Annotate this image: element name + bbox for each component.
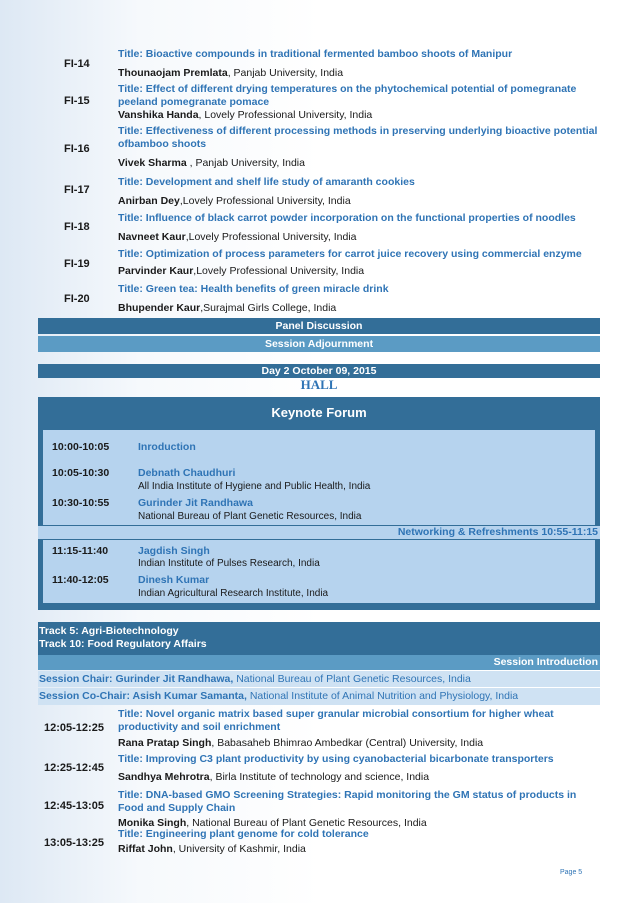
session-introduction-bar: Session Introduction (38, 655, 600, 670)
fi-author-line (118, 195, 600, 208)
session-adjournment-bar: Session Adjournment (38, 336, 600, 352)
fi-author-line (118, 265, 600, 278)
keynote-affiliation: Indian Agricultural Research Institute, India (138, 588, 329, 599)
keynote-time: 10:30-10:55 (52, 497, 110, 509)
session-cochair-label: Session Co-Chair: Asish Kumar Samanta, (39, 690, 247, 702)
talk-affiliation: , National Bureau of Plant Genetic Resources, India (186, 817, 427, 829)
fi-code: FI-18 (64, 221, 90, 233)
talk-title: Title: DNA-based GMO Screening Strategies: Rapid monitoring the GM status of products in Food and Supply Chain (118, 789, 577, 814)
fi-code: FI-14 (64, 58, 90, 70)
talk-author: Sandhya Mehrotra (118, 771, 210, 783)
fi-affiliation: ,Lovely Professional University, India (185, 231, 357, 243)
networking-bar: Networking & Refreshments 10:55-11:15 (38, 526, 600, 539)
talk-author-line (118, 843, 600, 856)
keynote-name: Gurinder Jit Randhawa (138, 497, 253, 509)
talk-author: Riffat John (118, 843, 173, 855)
day-bar: Day 2 October 09, 2015 (38, 364, 600, 378)
session-chair-row (38, 671, 600, 687)
fi-title: Title: Green tea: Health benefits of green miracle drink (118, 283, 389, 295)
fi-title: Title: Bioactive compounds in traditional fermented bamboo shoots of Manipur (118, 48, 513, 60)
talk-time: 12:45-13:05 (44, 800, 104, 812)
fi-affiliation: , Panjab University, India (186, 157, 305, 169)
talk-author-line (118, 771, 600, 784)
panel-discussion-bar: Panel Discussion (38, 318, 600, 334)
talk-time: 12:25-12:45 (44, 762, 104, 774)
fi-title: Title: Development and shelf life study of amaranth cookies (118, 176, 415, 188)
fi-author-line (118, 109, 600, 122)
talk-time: 13:05-13:25 (44, 837, 104, 849)
fi-code: FI-19 (64, 258, 90, 270)
page-number: Page 5 (560, 869, 583, 876)
fi-author-line (118, 67, 600, 80)
fi-title: Title: Effect of different drying temperatures on the phytochemical potential of pomegranate peeland pomegranate pomace (118, 83, 577, 108)
session-cochair-affiliation: National Institute of Animal Nutrition and Physiology, India (246, 690, 519, 702)
keynote-affiliation: National Bureau of Plant Genetic Resources, India (138, 511, 362, 522)
fi-title: Title: Optimization of process parameters for carrot juice recovery using commercial enzyme (118, 248, 582, 260)
talk-affiliation: , University of Kashmir, India (172, 843, 306, 855)
fi-author: Thounaojam Premlata (118, 67, 228, 79)
fi-code: FI-20 (64, 293, 90, 305)
keynote-name: Jagdish Singh (138, 545, 210, 557)
talk-affiliation: , Birla Institute of technology and science, India (209, 771, 430, 783)
talk-affiliation: , Babasaheb Bhimrao Ambedkar (Central) University, India (211, 737, 484, 749)
fi-affiliation: , Panjab University, India (227, 67, 344, 79)
fi-affiliation: ,Surajmal Girls College, India (200, 302, 337, 314)
session-chair-label: Session Chair: Gurinder Jit Randhawa, (39, 673, 234, 685)
fi-author: Navneet Kaur (118, 231, 186, 243)
keynote-time: 11:40-12:05 (52, 574, 109, 586)
fi-author-line (118, 231, 600, 244)
hall-heading: HALL (300, 377, 338, 392)
talk-title: Title: Novel organic matrix based super granular microbial consortium for higher wheat productivity and soil enrichment (118, 708, 554, 733)
talk-title: Title: Engineering plant genome for cold tolerance (118, 828, 369, 840)
fi-author: Vanshika Handa (118, 109, 199, 121)
talk-author: Monika Singh (118, 817, 187, 829)
fi-code: FI-15 (64, 95, 90, 107)
fi-author-line (118, 302, 600, 315)
fi-author: Vivek Sharma (118, 157, 187, 169)
fi-author: Parvinder Kaur (118, 265, 194, 277)
keynote-time: 10:00-10:05 (52, 441, 110, 453)
session-cochair-row (38, 688, 600, 705)
fi-author-line (118, 157, 600, 170)
talk-author: Rana Pratap Singh (118, 737, 212, 749)
talk-time: 12:05-12:25 (44, 722, 104, 734)
keynote-forum-title: Keynote Forum (271, 405, 367, 420)
keynote-name: Debnath Chaudhuri (138, 467, 236, 479)
fi-author: Bhupender Kaur (118, 302, 201, 314)
talk-author-line (118, 737, 600, 750)
fi-author: Anirban Dey (118, 195, 180, 207)
fi-affiliation: ,Lovely Professional University, India (193, 265, 365, 277)
fi-code: FI-16 (64, 143, 90, 155)
fi-title: Title: Effectiveness of different processing methods in preserving underlying bioactive potential ofbamboo shoots (118, 125, 598, 150)
keynote-name: Inroduction (138, 441, 196, 453)
keynote-name: Dinesh Kumar (138, 574, 210, 586)
fi-affiliation: , Lovely Professional University, India (198, 109, 373, 121)
fi-code: FI-17 (64, 184, 90, 196)
fi-title: Title: Influence of black carrot powder incorporation on the functional properties of noodles (118, 212, 576, 224)
keynote-affiliation: Indian Institute of Pulses Research, India (138, 558, 320, 569)
keynote-affiliation: All India Institute of Hygiene and Public Health, India (138, 481, 371, 492)
track-5-label: Track 5: Agri-Biotechnology (39, 625, 179, 637)
keynote-time: 10:05-10:30 (52, 467, 110, 479)
session-chair-affiliation: National Bureau of Plant Genetic Resources, India (233, 673, 471, 685)
fi-affiliation: ,Lovely Professional University, India (179, 195, 351, 207)
talk-title: Title: Improving C3 plant productivity by using cyanobacterial bicarbonate transporters (118, 753, 554, 765)
track-10-label: Track 10: Food Regulatory Affairs (39, 638, 207, 650)
keynote-time: 11:15-11:40 (52, 545, 109, 557)
